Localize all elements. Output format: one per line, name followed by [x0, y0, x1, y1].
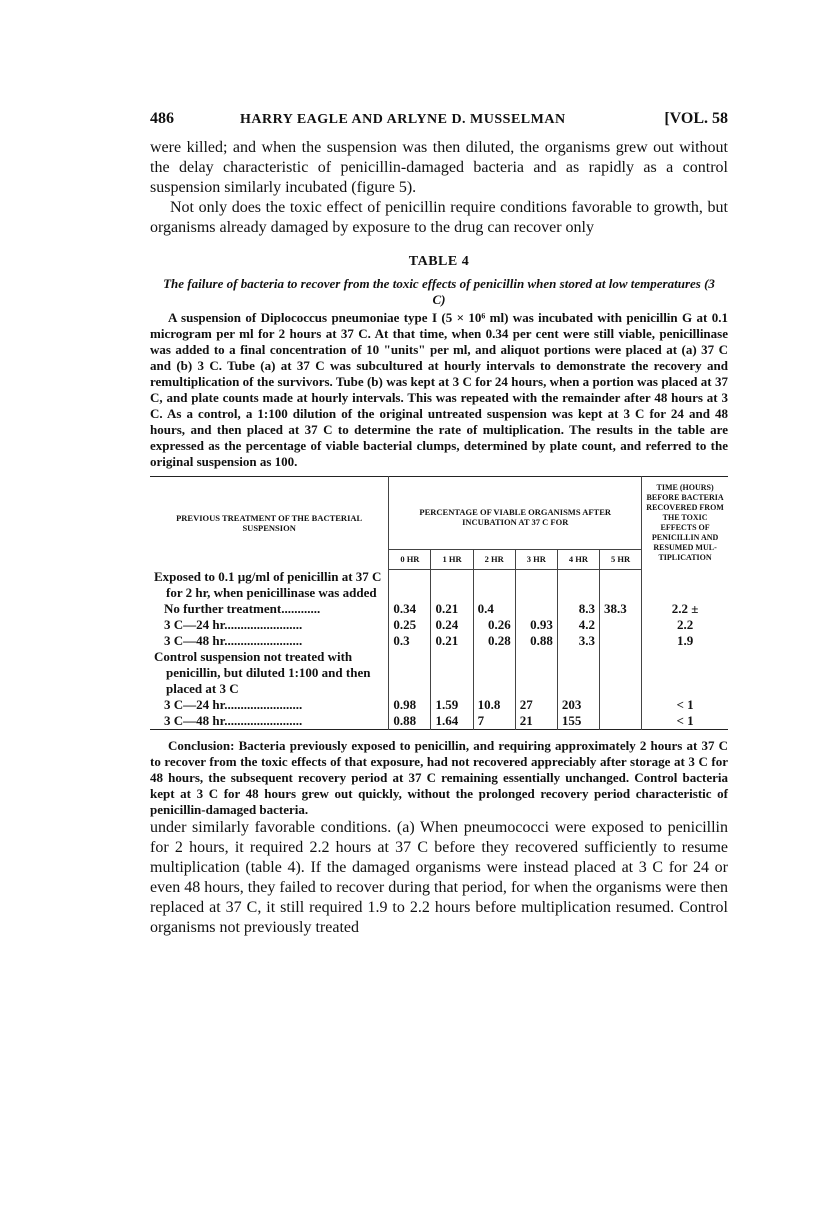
col-header-3hr: 3 HR: [515, 550, 557, 569]
cell: 155: [557, 713, 599, 730]
col-header-4hr: 4 HR: [557, 550, 599, 569]
cell: 10.8: [473, 697, 515, 713]
table-row: [150, 697, 728, 713]
table-caption: The failure of bacteria to recover from the toxic effects of penicillin when stored at low temperatures (3 C): [163, 276, 715, 307]
cell: [600, 617, 642, 633]
page-number: 486: [150, 110, 174, 127]
cell: 3.3: [557, 633, 599, 649]
cell: 0.21: [431, 601, 473, 617]
cell: 203: [557, 697, 599, 713]
cell: 1.59: [431, 697, 473, 713]
cell: 1.64: [431, 713, 473, 730]
results-table: [150, 476, 728, 730]
table-title: TABLE 4: [408, 254, 470, 269]
table-group-row: [150, 569, 728, 601]
table-row: [150, 713, 728, 730]
cell-time: 2.2: [642, 617, 728, 633]
table-note: A suspension of Diplococcus pneumoniae type I (5 × 10⁶ ml) was incubated with penicillin G at 0.1 microgram per ml for 2 hours at 37 C. At that time, when 0.34 per cent were still viable, penicillinase was added to a final concentration of 10 "units" per ml, and aliquot portions were placed at (a) 37 C and (b) 3 C. Tube (a) at 37 C was subcultured at hourly intervals to demonstrate the recovery and remultiplication of the survivors. Tube (b) was kept at 3 C for 24 hours, when a portion was placed at 37 C, and plate counts made at hourly intervals. This was repeated with the remainder after 48 hours at 3 C. As a control, a 1:100 dilution of the original untreated suspension was kept at 3 C for 24 and 48 hours, and then placed at 37 C to determine the rate of multiplication. The results in the table are expressed as the percentage of viable bacterial clumps, determined by plate count, and referred to the original suspension as 100.: [150, 310, 728, 469]
journal-page: [150, 110, 728, 938]
paragraph-bottom: under similarly favorable conditions. (a) When pneumococci were exposed to penicillin for 2 hours, it required 2.2 hours at 37 C before they recovered sufficiently to resume multiplication (table 4). If the damaged organisms were instead placed at 3 C for 24 or even 48 hours, they failed to recover during that period, for when the organisms were then replaced at 37 C, it still required 1.9 to 2.2 hours before multiplication resumed. Control organisms not previously treated: [150, 819, 728, 936]
col-header-recovery-time: TIME (HOURS) BEFORE BACTERIA RECOVERED FROM THE TOXIC EFFECTS OF PENICILLIN AND RESUMED MULTIPLICATION: [642, 477, 728, 570]
cell: 0.24: [431, 617, 473, 633]
cell-time: < 1: [642, 713, 728, 730]
row-label: 3 C—24 hr........................: [164, 697, 303, 712]
cell: 0.98: [389, 697, 431, 713]
col-header-treatment: PREVIOUS TREATMENT OF THE BACTERIAL SUSPENSION: [176, 513, 363, 533]
volume-label: [VOL. 58: [664, 110, 728, 127]
paragraph-top-1: were killed; and when the suspension was then diluted, the organisms grew out without the delay characteristic of penicillin-damaged bacteria and as rapidly as a control suspension similarly incubated (figure 5).: [150, 139, 728, 196]
cell: 0.4: [473, 601, 515, 617]
cell: 7: [473, 713, 515, 730]
cell: 0.25: [389, 617, 431, 633]
cell: 0.34: [389, 601, 431, 617]
cell: 0.88: [389, 713, 431, 730]
cell: 0.26: [473, 617, 515, 633]
col-header-5hr: 5 HR: [600, 550, 642, 569]
cell-time: 1.9: [642, 633, 728, 649]
cell: [600, 713, 642, 730]
cell: 8.3: [557, 601, 599, 617]
cell-time: < 1: [642, 697, 728, 713]
row-label: 3 C—24 hr........................: [164, 617, 303, 632]
cell: [600, 697, 642, 713]
group-label-control: Control suspension not treated with penicillin, but diluted 1:100 and then placed at 3 C: [154, 649, 371, 696]
row-label: No further treatment............: [164, 601, 321, 616]
table-row: [150, 601, 728, 617]
cell: 27: [515, 697, 557, 713]
row-label: 3 C—48 hr........................: [164, 713, 303, 728]
cell: 38.3: [600, 601, 642, 617]
group-label-penicillin: Exposed to 0.1 µg/ml of penicillin at 37 C for 2 hr, when penicillinase was added: [154, 569, 382, 600]
cell: [600, 633, 642, 649]
cell: 0.3: [389, 633, 431, 649]
col-header-percentage: PERCENTAGE OF VIABLE ORGANISMS AFTER INCUBATION AT 37 C FOR: [389, 477, 642, 550]
cell: 0.93: [515, 617, 557, 633]
table-row: [150, 617, 728, 633]
running-title: HARRY EAGLE AND ARLYNE D. MUSSELMAN: [240, 112, 566, 127]
col-header-2hr: 2 HR: [473, 550, 515, 569]
paragraph-top-2: Not only does the toxic effect of penicillin require conditions favorable to growth, but organisms already damaged by exposure to the drug can recover only: [150, 199, 728, 236]
table-conclusion: Conclusion: Bacteria previously exposed to penicillin, and requiring approximately 2 hours at 37 C to recover from the toxic effects of that exposure, had not recovered appreciably after storage at 3 C for 48 hours, the subsequent recovery period at 37 C remaining essentially unchanged. Control bacteria kept at 3 C for 48 hours grew out quickly, without the prolonged recovery period characteristic of penicillin-damaged bacteria.: [150, 738, 728, 817]
page-header: [150, 110, 728, 138]
cell: [515, 601, 557, 617]
cell: 0.28: [473, 633, 515, 649]
cell: 0.88: [515, 633, 557, 649]
cell: 4.2: [557, 617, 599, 633]
row-label: 3 C—48 hr........................: [164, 633, 303, 648]
table-row: [150, 633, 728, 649]
cell: 0.21: [431, 633, 473, 649]
cell-time: 2.2 ±: [642, 601, 728, 617]
cell: 21: [515, 713, 557, 730]
table-group-row: [150, 649, 728, 697]
col-header-1hr: 1 HR: [431, 550, 473, 569]
col-header-0hr: 0 HR: [389, 550, 431, 569]
